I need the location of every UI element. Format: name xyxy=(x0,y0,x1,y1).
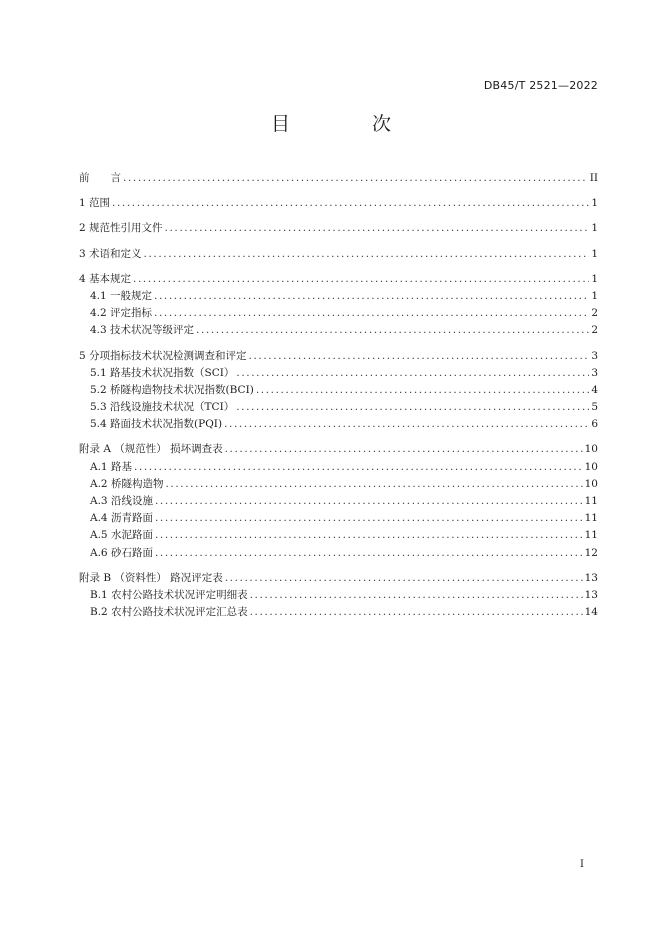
toc-leader-dots xyxy=(154,288,589,305)
toc-label: 5.3 沿线设施技术状况（TCI） xyxy=(90,401,235,414)
toc-label: 5.2 桥隧构造物技术状况指数(BCI) xyxy=(90,383,254,396)
toc-group-appendix-a xyxy=(79,441,598,561)
toc-entry-5-2[interactable] xyxy=(79,382,598,399)
toc-entry-a-6[interactable] xyxy=(79,545,598,562)
toc-label: 1 范围 xyxy=(79,197,111,210)
toc-page-number: 10 xyxy=(584,477,598,490)
toc-page-number: 13 xyxy=(584,588,598,601)
toc-page-number: 1 xyxy=(591,272,598,285)
toc-label: 2 规范性引用文件 xyxy=(79,222,163,235)
toc-leader-dots xyxy=(225,570,583,587)
toc-leader-dots xyxy=(123,170,588,187)
page-title: 目 次 xyxy=(270,113,430,135)
toc-label: B.1 农村公路技术状况评定明细表 xyxy=(90,588,248,601)
toc-entry-terms[interactable] xyxy=(79,246,598,263)
toc-entry-section-5[interactable] xyxy=(79,348,598,365)
toc-label: 5.1 路基技术状况指数（SCI） xyxy=(90,366,235,379)
toc-entry-4-2[interactable] xyxy=(79,305,598,322)
toc-entry-a-2[interactable] xyxy=(79,476,598,493)
toc-page-number: 11 xyxy=(584,495,598,507)
toc-entry-4-1[interactable] xyxy=(79,288,598,305)
toc-leader-dots xyxy=(196,322,589,339)
toc-label: A.1 路基 xyxy=(90,460,132,473)
toc-leader-dots xyxy=(155,527,583,544)
toc-label: 4.1 一般规定 xyxy=(90,289,153,302)
toc-page-number: 14 xyxy=(584,606,598,619)
toc-page-number: 12 xyxy=(584,546,598,559)
toc-page-number: 1 xyxy=(591,247,598,260)
toc-label: 附录 B （资料性） 路况评定表 xyxy=(79,571,223,584)
toc-entry-appendix-a[interactable] xyxy=(79,441,598,458)
toc-leader-dots xyxy=(236,399,589,416)
toc-label: 4.2 评定指标 xyxy=(90,307,153,320)
toc-entry-preface[interactable] xyxy=(79,170,598,187)
toc-label: B.2 农村公路技术状况评定汇总表 xyxy=(90,606,248,619)
toc-label: 5 分项指标技术状况检测调查和评定 xyxy=(79,349,247,362)
toc-leader-dots xyxy=(236,365,589,382)
toc-entry-a-1[interactable] xyxy=(79,459,598,476)
toc-leader-dots xyxy=(155,493,583,510)
toc-label: 4.3 技术状况等级评定 xyxy=(90,324,195,337)
toc-leader-dots xyxy=(250,604,583,621)
toc-label: 前 言 xyxy=(79,172,121,184)
toc-label: A.5 水泥路面 xyxy=(90,529,153,542)
toc-label: A.2 桥隧构造物 xyxy=(90,477,164,490)
toc-page-number: 5 xyxy=(591,401,598,414)
toc-page-number: II xyxy=(589,172,598,184)
toc-label: 3 术语和定义 xyxy=(79,247,142,260)
toc-page-number: 1 xyxy=(591,197,598,210)
toc-leader-dots xyxy=(256,382,589,399)
toc-entry-normative-references[interactable] xyxy=(79,220,598,237)
toc-entry-scope[interactable] xyxy=(79,195,598,212)
toc-leader-dots xyxy=(133,271,589,288)
toc-page-number: 1 xyxy=(591,222,598,235)
toc-entry-5-4[interactable] xyxy=(79,416,598,433)
toc-label: A.4 沥青路面 xyxy=(90,512,153,525)
toc-group-scope xyxy=(79,195,598,212)
toc-page-number: 11 xyxy=(584,512,598,525)
toc-label: 附录 A （规范性） 损坏调查表 xyxy=(79,443,223,456)
toc-leader-dots xyxy=(165,220,590,237)
toc-entry-a-3[interactable] xyxy=(79,493,598,510)
toc-leader-dots xyxy=(144,246,590,263)
toc-page-number: 11 xyxy=(584,529,598,542)
toc-label: 4 基本规定 xyxy=(79,272,132,285)
toc-leader-dots xyxy=(225,441,583,458)
toc-group-appendix-b xyxy=(79,570,598,622)
toc-label: A.3 沿线设施 xyxy=(90,495,153,507)
toc-group-section-5 xyxy=(79,348,598,434)
toc-entry-5-3[interactable] xyxy=(79,399,598,416)
page-number: I xyxy=(580,859,584,870)
toc-page-number: 3 xyxy=(591,349,598,362)
toc-entry-b-1[interactable] xyxy=(79,587,598,604)
toc-entry-a-4[interactable] xyxy=(79,510,598,527)
toc-group-basic-provisions xyxy=(79,271,598,340)
toc-page-number: 13 xyxy=(584,571,598,584)
toc-leader-dots xyxy=(155,510,583,527)
toc-leader-dots xyxy=(155,545,583,562)
toc-leader-dots xyxy=(134,459,583,476)
toc-entry-appendix-b[interactable] xyxy=(79,570,598,587)
toc-page-number: 2 xyxy=(591,307,598,320)
toc-page-number: 4 xyxy=(591,383,598,396)
toc-leader-dots xyxy=(224,416,589,433)
toc-page-number: 10 xyxy=(584,460,598,473)
toc-page-number: 3 xyxy=(591,366,598,379)
toc-page-number: 1 xyxy=(591,289,598,302)
toc-leader-dots xyxy=(154,305,589,322)
toc-page-number: 10 xyxy=(584,443,598,456)
toc-leader-dots xyxy=(249,348,590,365)
table-of-contents xyxy=(79,170,598,629)
toc-leader-dots xyxy=(165,476,582,493)
toc-entry-b-2[interactable] xyxy=(79,604,598,621)
toc-entry-4-3[interactable] xyxy=(79,322,598,339)
toc-page-number: 6 xyxy=(591,418,598,431)
toc-entry-a-5[interactable] xyxy=(79,527,598,544)
toc-leader-dots xyxy=(250,587,583,604)
toc-entry-basic-provisions[interactable] xyxy=(79,271,598,288)
toc-leader-dots xyxy=(112,195,589,212)
toc-group-terms xyxy=(79,246,598,263)
toc-label: 5.4 路面技术状况指数(PQI) xyxy=(90,418,223,431)
document-code: DB45/T 2521—2022 xyxy=(483,79,598,92)
toc-group-normative-references xyxy=(79,220,598,237)
toc-entry-5-1[interactable] xyxy=(79,365,598,382)
toc-page-number: 2 xyxy=(591,324,598,337)
toc-group-preface xyxy=(79,170,598,187)
toc-label: A.6 砂石路面 xyxy=(90,546,153,559)
